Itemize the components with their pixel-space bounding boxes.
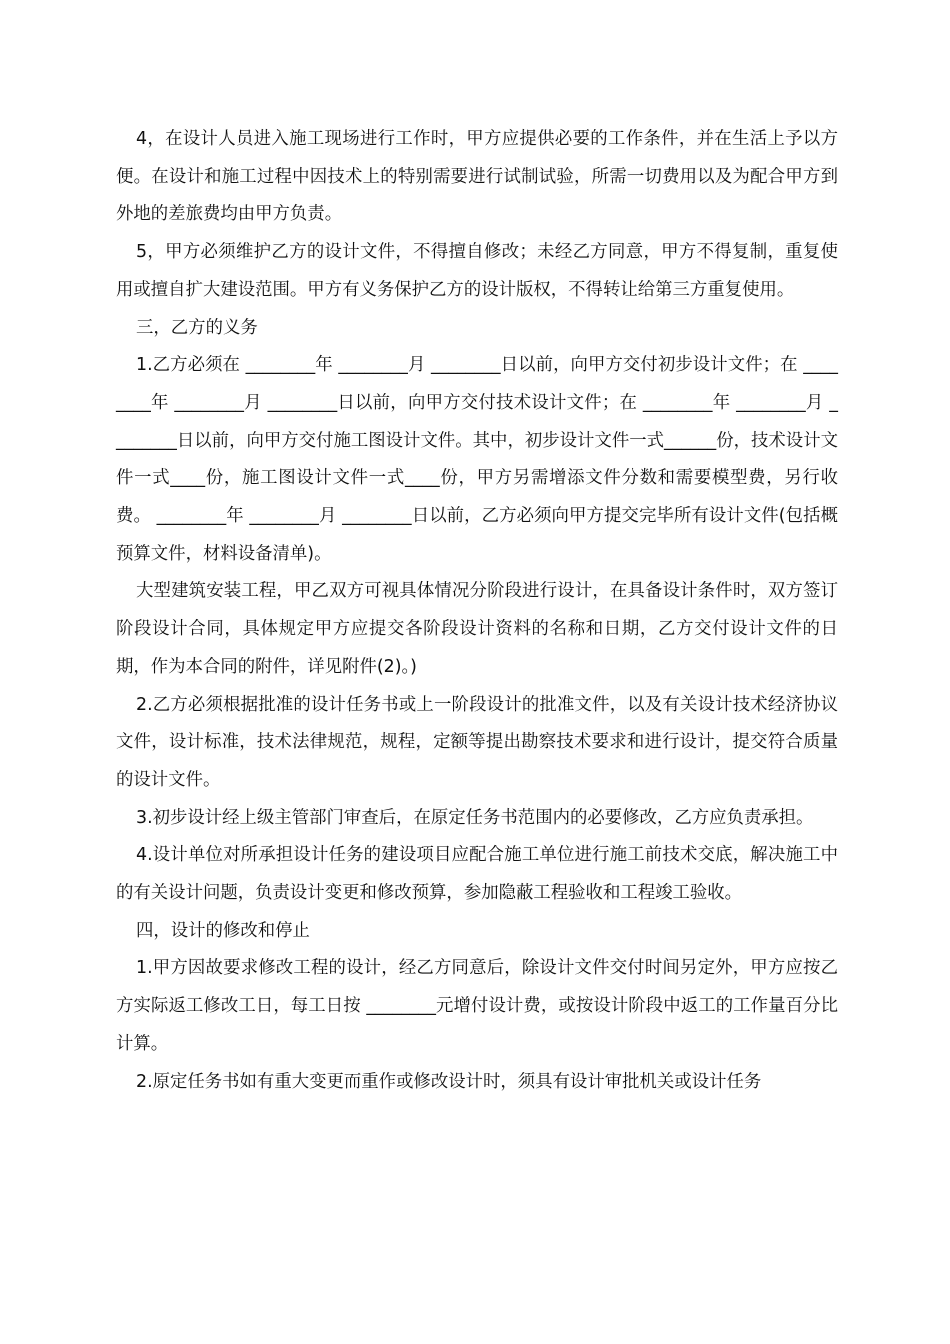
- paragraph-major-changes: 2.原定任务书如有重大变更而重作或修改设计时，须具有设计审批机关或设计任务: [136, 1071, 762, 1092]
- section-heading-party-b-obligations: 三，乙方的义务: [136, 317, 258, 338]
- paragraph-preliminary-review: 3.初步设计经上级主管部门审查后，在原定任务书范围内的必要修改，乙方应负责承担。: [136, 807, 814, 828]
- section-heading-design-changes: 四，设计的修改和停止: [136, 920, 310, 941]
- paragraph-party-a-site-support: 4，在设计人员进入施工现场进行工作时，甲方应提供必要的工作条件，并在生活上予以方便。在设计和施工过程中因技术上的特别需要进行试制试验，所需一切费用以及为配合甲方到外地的差旅费均由甲方负责。: [116, 129, 838, 225]
- paragraph-design-standards: 2.乙方必须根据批准的设计任务书或上一阶段设计的批准文件，以及有关设计技术经济协议文件，设计标准，技术法律规范，规程，定额等提出勘察技术要求和进行设计，提交符合质量的设计文件。: [116, 694, 838, 790]
- paragraph-change-fees: 1.甲方因故要求修改工程的设计，经乙方同意后，除设计文件交付时间另定外，甲方应按乙方实际返工修改工日，每工日按 ________元增付设计费，或按设计阶段中返工的工作量百分比计算。: [116, 958, 838, 1054]
- paragraph-phased-design: 大型建筑安装工程，甲乙双方可视具体情况分阶段进行设计，在具备设计条件时，双方签订阶段设计合同，具体规定甲方应提交各阶段设计资料的名称和日期，乙方交付设计文件的日期，作为本合同的附件，详见附件(2)。): [116, 581, 838, 677]
- document-body: [116, 121, 838, 1101]
- paragraph-delivery-schedule: 1.乙方必须在 ________年 ________月 ________日以前，向甲方交付初步设计文件；在 ________年 ________月 ________日以前，向甲方交付技术设计文件；在 ________年 ________月 ________日以前，向甲方交付施工图设计文件。其中，初步设计文件一式______份，技术设计文件一式____份，施工图设计文件一式____份，甲方另需增添文件分数和需要模型费，另行收费。 ________年 ________月 ________日以前，乙方必须向甲方提交完毕所有设计文件(包括概预算文件，材料设备清单)。: [116, 355, 838, 564]
- paragraph-construction-support: 4.设计单位对所承担设计任务的建设项目应配合施工单位进行施工前技术交底，解决施工中的有关设计问题，负责设计变更和修改预算，参加隐蔽工程验收和工程竣工验收。: [116, 845, 838, 904]
- paragraph-party-a-copyright: 5，甲方必须维护乙方的设计文件，不得擅自修改；未经乙方同意，甲方不得复制，重复使用或擅自扩大建设范围。甲方有义务保护乙方的设计版权，不得转让给第三方重复使用。: [116, 242, 838, 300]
